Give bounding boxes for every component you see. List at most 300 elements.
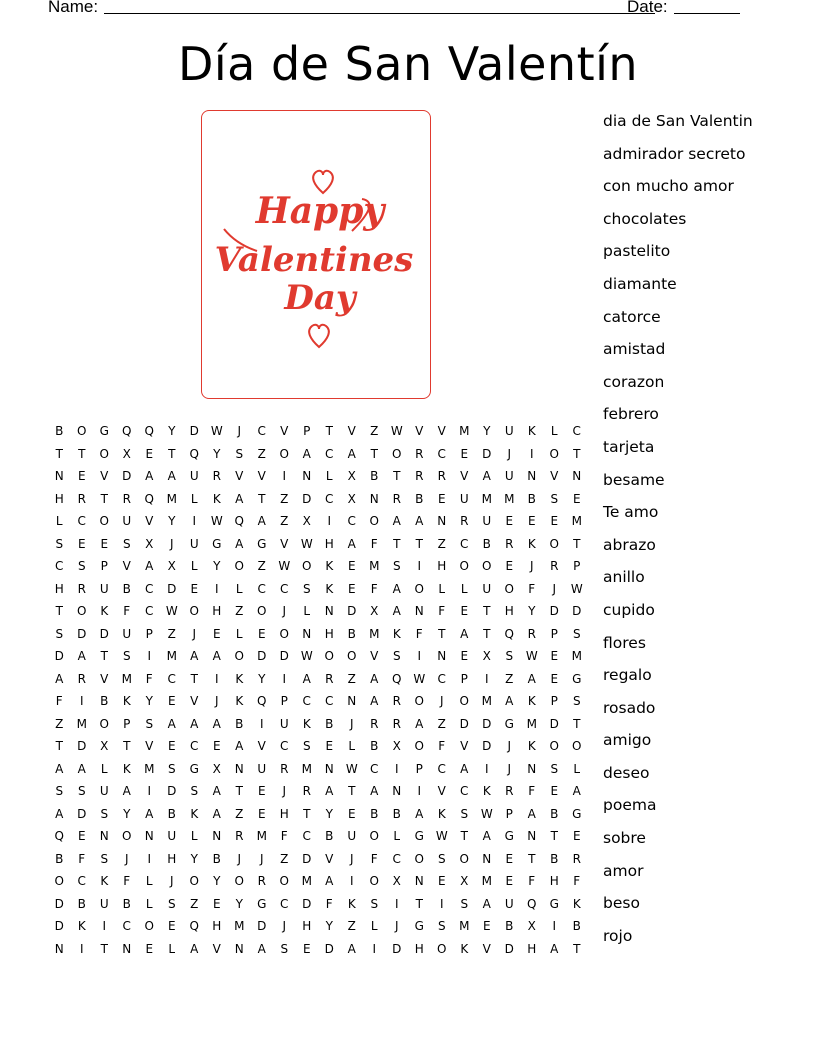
grid-letter[interactable]: H: [212, 604, 222, 618]
grid-letter[interactable]: A: [257, 941, 266, 956]
grid-letter[interactable]: P: [550, 626, 558, 641]
grid-letter[interactable]: A: [370, 784, 379, 798]
grid-letter[interactable]: H: [54, 581, 64, 596]
grid-letter[interactable]: K: [325, 559, 334, 573]
grid-letter[interactable]: A: [122, 784, 131, 798]
grid-letter[interactable]: H: [549, 874, 559, 888]
grid-letter[interactable]: O: [549, 446, 559, 461]
grid-letter[interactable]: O: [189, 604, 199, 618]
grid-letter[interactable]: O: [347, 649, 357, 663]
grid-letter[interactable]: V: [482, 941, 491, 956]
grid-letter[interactable]: N: [527, 469, 537, 483]
grid-letter[interactable]: F: [438, 604, 446, 618]
grid-letter[interactable]: S: [122, 536, 131, 551]
grid-letter[interactable]: C: [325, 694, 334, 708]
grid-letter[interactable]: T: [55, 604, 63, 618]
grid-letter[interactable]: Y: [213, 559, 221, 573]
grid-letter[interactable]: O: [504, 581, 514, 596]
grid-letter[interactable]: D: [324, 941, 334, 956]
grid-letter[interactable]: O: [279, 446, 289, 461]
grid-letter[interactable]: T: [100, 941, 108, 956]
grid-letter[interactable]: G: [572, 806, 582, 821]
grid-letter[interactable]: Q: [527, 896, 537, 911]
grid-letter[interactable]: E: [550, 784, 559, 798]
grid-letter[interactable]: W: [525, 649, 538, 663]
grid-letter[interactable]: A: [415, 514, 424, 528]
grid-letter[interactable]: O: [257, 604, 267, 618]
grid-letter[interactable]: J: [507, 739, 512, 753]
grid-letter[interactable]: H: [504, 604, 514, 618]
grid-letter[interactable]: N: [572, 469, 582, 483]
grid-letter[interactable]: Y: [235, 896, 243, 911]
grid-letter[interactable]: U: [504, 424, 514, 438]
grid-letter[interactable]: A: [257, 514, 266, 528]
grid-letter[interactable]: S: [190, 784, 199, 798]
grid-letter[interactable]: Y: [123, 806, 131, 821]
grid-letter[interactable]: F: [415, 626, 423, 641]
grid-letter[interactable]: D: [122, 469, 132, 483]
grid-letter[interactable]: A: [392, 514, 401, 528]
grid-letter[interactable]: P: [505, 806, 513, 821]
grid-letter[interactable]: B: [55, 424, 64, 438]
grid-letter[interactable]: N: [482, 851, 492, 866]
grid-letter[interactable]: P: [573, 559, 581, 573]
grid-letter[interactable]: G: [257, 536, 267, 551]
grid-letter[interactable]: L: [550, 424, 558, 438]
grid-letter[interactable]: E: [77, 829, 86, 843]
grid-letter[interactable]: R: [392, 694, 401, 708]
grid-letter[interactable]: D: [54, 649, 64, 663]
grid-letter[interactable]: N: [437, 649, 447, 663]
grid-letter[interactable]: E: [325, 739, 334, 753]
grid-letter[interactable]: G: [549, 896, 559, 911]
grid-letter[interactable]: B: [122, 581, 131, 596]
grid-letter[interactable]: K: [527, 536, 536, 551]
grid-letter[interactable]: S: [392, 649, 401, 663]
grid-letter[interactable]: A: [55, 806, 64, 821]
grid-letter[interactable]: Z: [280, 514, 289, 528]
grid-letter[interactable]: B: [77, 896, 86, 911]
grid-letter[interactable]: P: [460, 671, 468, 686]
grid-letter[interactable]: G: [504, 829, 514, 843]
grid-letter[interactable]: C: [325, 446, 334, 461]
grid-letter[interactable]: J: [282, 604, 287, 618]
grid-letter[interactable]: W: [165, 604, 178, 618]
grid-letter[interactable]: A: [527, 671, 536, 686]
grid-letter[interactable]: R: [235, 829, 244, 843]
grid-letter[interactable]: F: [123, 874, 131, 888]
grid-letter[interactable]: T: [303, 806, 311, 821]
grid-letter[interactable]: K: [302, 716, 311, 731]
grid-letter[interactable]: C: [55, 559, 64, 573]
grid-letter[interactable]: E: [460, 604, 469, 618]
grid-letter[interactable]: M: [504, 491, 515, 506]
grid-letter[interactable]: R: [257, 874, 266, 888]
grid-letter[interactable]: O: [369, 874, 379, 888]
grid-letter[interactable]: A: [190, 941, 199, 956]
grid-letter[interactable]: U: [99, 896, 109, 911]
grid-letter[interactable]: O: [77, 424, 87, 438]
grid-letter[interactable]: A: [145, 469, 154, 483]
grid-letter[interactable]: Y: [190, 851, 198, 866]
grid-letter[interactable]: S: [437, 919, 446, 933]
grid-letter[interactable]: F: [145, 671, 153, 686]
grid-letter[interactable]: C: [437, 446, 446, 461]
grid-letter[interactable]: J: [259, 851, 264, 866]
grid-letter[interactable]: E: [167, 739, 176, 753]
grid-letter[interactable]: E: [145, 446, 154, 461]
grid-letter[interactable]: M: [256, 829, 267, 843]
grid-letter[interactable]: L: [573, 761, 581, 776]
grid-letter[interactable]: Q: [54, 829, 64, 843]
grid-letter[interactable]: O: [414, 581, 424, 596]
grid-letter[interactable]: L: [235, 581, 243, 596]
grid-letter[interactable]: J: [237, 851, 242, 866]
grid-letter[interactable]: F: [370, 581, 378, 596]
grid-letter[interactable]: M: [121, 671, 132, 686]
grid-letter[interactable]: U: [99, 581, 109, 596]
grid-letter[interactable]: D: [54, 919, 64, 933]
grid-letter[interactable]: F: [280, 829, 288, 843]
grid-letter[interactable]: S: [55, 536, 64, 551]
grid-letter[interactable]: V: [122, 559, 131, 573]
grid-letter[interactable]: I: [192, 514, 197, 528]
grid-letter[interactable]: O: [369, 514, 379, 528]
grid-letter[interactable]: E: [482, 919, 491, 933]
grid-letter[interactable]: M: [481, 694, 492, 708]
grid-letter[interactable]: S: [122, 649, 131, 663]
grid-letter[interactable]: N: [324, 604, 334, 618]
grid-letter[interactable]: X: [167, 559, 176, 573]
grid-letter[interactable]: F: [55, 694, 63, 708]
grid-letter[interactable]: E: [347, 581, 356, 596]
grid-letter[interactable]: D: [54, 896, 64, 911]
grid-letter[interactable]: U: [504, 469, 514, 483]
grid-letter[interactable]: C: [280, 581, 289, 596]
grid-letter[interactable]: X: [145, 536, 154, 551]
grid-letter[interactable]: O: [54, 874, 64, 888]
grid-letter[interactable]: O: [369, 829, 379, 843]
grid-letter[interactable]: K: [122, 761, 131, 776]
grid-letter[interactable]: D: [302, 851, 312, 866]
grid-letter[interactable]: O: [572, 739, 582, 753]
grid-letter[interactable]: O: [234, 874, 244, 888]
grid-letter[interactable]: A: [167, 716, 176, 731]
grid-letter[interactable]: Y: [168, 514, 176, 528]
grid-letter[interactable]: U: [189, 536, 199, 551]
grid-letter[interactable]: P: [303, 424, 311, 438]
grid-letter[interactable]: A: [347, 446, 356, 461]
grid-letter[interactable]: G: [212, 536, 222, 551]
grid-letter[interactable]: A: [325, 784, 334, 798]
grid-letter[interactable]: A: [370, 694, 379, 708]
grid-letter[interactable]: L: [303, 604, 311, 618]
grid-letter[interactable]: N: [234, 941, 244, 956]
grid-letter[interactable]: C: [325, 491, 334, 506]
grid-letter[interactable]: V: [145, 514, 154, 528]
grid-letter[interactable]: J: [169, 536, 174, 551]
grid-letter[interactable]: S: [77, 559, 86, 573]
grid-letter[interactable]: O: [99, 514, 109, 528]
grid-letter[interactable]: M: [459, 919, 470, 933]
grid-letter[interactable]: R: [505, 536, 514, 551]
grid-letter[interactable]: A: [505, 694, 514, 708]
grid-letter[interactable]: D: [482, 739, 492, 753]
grid-letter[interactable]: U: [347, 829, 357, 843]
grid-letter[interactable]: L: [190, 829, 198, 843]
grid-letter[interactable]: B: [235, 716, 244, 731]
grid-letter[interactable]: J: [124, 851, 129, 866]
grid-letter[interactable]: U: [122, 514, 132, 528]
grid-letter[interactable]: P: [145, 626, 153, 641]
grid-letter[interactable]: I: [417, 559, 422, 573]
grid-letter[interactable]: O: [234, 559, 244, 573]
grid-letter[interactable]: F: [325, 896, 333, 911]
grid-letter[interactable]: R: [415, 469, 424, 483]
grid-letter[interactable]: S: [100, 806, 109, 821]
grid-letter[interactable]: A: [145, 806, 154, 821]
grid-letter[interactable]: M: [369, 559, 380, 573]
grid-letter[interactable]: J: [507, 446, 512, 461]
grid-letter[interactable]: I: [372, 941, 377, 956]
grid-letter[interactable]: F: [573, 874, 581, 888]
grid-letter[interactable]: X: [347, 469, 356, 483]
name-blank[interactable]: [104, 13, 655, 14]
grid-letter[interactable]: O: [77, 604, 87, 618]
grid-letter[interactable]: T: [168, 446, 176, 461]
grid-letter[interactable]: F: [370, 851, 378, 866]
grid-letter[interactable]: D: [549, 604, 559, 618]
grid-letter[interactable]: G: [414, 919, 424, 933]
grid-letter[interactable]: S: [392, 559, 401, 573]
grid-letter[interactable]: X: [392, 874, 401, 888]
grid-letter[interactable]: P: [123, 716, 131, 731]
grid-letter[interactable]: D: [459, 716, 469, 731]
grid-letter[interactable]: G: [99, 424, 109, 438]
grid-letter[interactable]: W: [570, 581, 583, 596]
grid-letter[interactable]: L: [393, 829, 401, 843]
grid-letter[interactable]: V: [460, 469, 469, 483]
grid-letter[interactable]: M: [369, 626, 380, 641]
grid-letter[interactable]: K: [212, 491, 221, 506]
grid-letter[interactable]: C: [302, 829, 311, 843]
grid-letter[interactable]: O: [324, 649, 334, 663]
grid-letter[interactable]: V: [190, 694, 199, 708]
grid-letter[interactable]: S: [77, 784, 86, 798]
grid-letter[interactable]: Y: [258, 671, 266, 686]
grid-letter[interactable]: F: [528, 874, 536, 888]
grid-letter[interactable]: R: [370, 716, 379, 731]
grid-letter[interactable]: N: [54, 941, 64, 956]
grid-letter[interactable]: B: [122, 896, 131, 911]
grid-letter[interactable]: G: [572, 671, 582, 686]
grid-letter[interactable]: P: [280, 694, 288, 708]
grid-letter[interactable]: M: [571, 514, 582, 528]
grid-letter[interactable]: X: [122, 446, 131, 461]
grid-letter[interactable]: B: [370, 806, 379, 821]
grid-letter[interactable]: L: [55, 514, 63, 528]
grid-letter[interactable]: B: [415, 491, 424, 506]
grid-letter[interactable]: T: [235, 784, 243, 798]
grid-letter[interactable]: A: [482, 896, 491, 911]
grid-letter[interactable]: V: [325, 851, 334, 866]
grid-letter[interactable]: B: [370, 739, 379, 753]
grid-letter[interactable]: C: [77, 514, 86, 528]
grid-letter[interactable]: O: [189, 874, 199, 888]
grid-letter[interactable]: V: [100, 469, 109, 483]
grid-letter[interactable]: G: [414, 829, 424, 843]
grid-letter[interactable]: D: [482, 446, 492, 461]
grid-letter[interactable]: N: [234, 761, 244, 776]
grid-letter[interactable]: Q: [144, 424, 154, 438]
grid-letter[interactable]: I: [394, 761, 399, 776]
grid-letter[interactable]: K: [527, 694, 536, 708]
grid-letter[interactable]: B: [212, 851, 221, 866]
grid-letter[interactable]: H: [324, 626, 334, 641]
grid-letter[interactable]: I: [214, 671, 219, 686]
grid-letter[interactable]: T: [190, 671, 198, 686]
grid-letter[interactable]: O: [414, 851, 424, 866]
grid-letter[interactable]: L: [370, 919, 378, 933]
grid-letter[interactable]: Z: [437, 716, 446, 731]
grid-letter[interactable]: W: [300, 536, 313, 551]
grid-letter[interactable]: X: [100, 739, 109, 753]
grid-letter[interactable]: E: [505, 559, 514, 573]
grid-letter[interactable]: D: [504, 941, 514, 956]
grid-letter[interactable]: G: [257, 896, 267, 911]
grid-letter[interactable]: I: [417, 784, 422, 798]
grid-letter[interactable]: Y: [213, 874, 221, 888]
grid-letter[interactable]: Z: [370, 424, 379, 438]
grid-letter[interactable]: A: [347, 536, 356, 551]
grid-letter[interactable]: O: [414, 694, 424, 708]
grid-letter[interactable]: O: [279, 874, 289, 888]
grid-letter[interactable]: V: [280, 536, 289, 551]
grid-letter[interactable]: S: [145, 716, 154, 731]
grid-letter[interactable]: B: [482, 536, 491, 551]
grid-letter[interactable]: C: [145, 604, 154, 618]
grid-letter[interactable]: E: [572, 829, 581, 843]
grid-letter[interactable]: R: [392, 716, 401, 731]
grid-letter[interactable]: A: [415, 716, 424, 731]
grid-letter[interactable]: X: [482, 649, 491, 663]
grid-letter[interactable]: O: [459, 851, 469, 866]
grid-letter[interactable]: C: [280, 739, 289, 753]
grid-letter[interactable]: V: [437, 424, 446, 438]
grid-letter[interactable]: O: [459, 559, 469, 573]
grid-letter[interactable]: U: [122, 626, 132, 641]
grid-letter[interactable]: A: [235, 491, 244, 506]
grid-letter[interactable]: X: [460, 874, 469, 888]
grid-letter[interactable]: E: [550, 649, 559, 663]
grid-letter[interactable]: L: [438, 581, 446, 596]
grid-letter[interactable]: A: [235, 739, 244, 753]
grid-letter[interactable]: F: [438, 739, 446, 753]
grid-letter[interactable]: E: [550, 671, 559, 686]
grid-letter[interactable]: Y: [325, 919, 333, 933]
grid-letter[interactable]: L: [190, 491, 198, 506]
grid-letter[interactable]: V: [437, 784, 446, 798]
grid-letter[interactable]: A: [415, 806, 424, 821]
grid-letter[interactable]: L: [145, 874, 153, 888]
grid-letter[interactable]: U: [482, 581, 492, 596]
grid-letter[interactable]: C: [167, 671, 176, 686]
grid-letter[interactable]: C: [145, 581, 154, 596]
grid-letter[interactable]: D: [167, 784, 177, 798]
grid-letter[interactable]: K: [460, 941, 469, 956]
grid-letter[interactable]: T: [325, 424, 333, 438]
grid-letter[interactable]: T: [415, 536, 423, 551]
grid-letter[interactable]: E: [212, 626, 221, 641]
grid-letter[interactable]: N: [347, 694, 357, 708]
grid-letter[interactable]: S: [235, 446, 244, 461]
grid-letter[interactable]: K: [392, 626, 401, 641]
grid-letter[interactable]: A: [347, 941, 356, 956]
grid-letter[interactable]: J: [282, 919, 287, 933]
grid-letter[interactable]: B: [505, 919, 514, 933]
grid-letter[interactable]: T: [483, 604, 491, 618]
grid-letter[interactable]: P: [415, 761, 423, 776]
grid-letter[interactable]: U: [167, 829, 177, 843]
grid-letter[interactable]: N: [144, 829, 154, 843]
grid-letter[interactable]: N: [302, 469, 312, 483]
grid-letter[interactable]: A: [77, 649, 86, 663]
grid-letter[interactable]: B: [167, 806, 176, 821]
grid-letter[interactable]: B: [550, 806, 559, 821]
grid-letter[interactable]: D: [257, 919, 267, 933]
grid-letter[interactable]: V: [460, 739, 469, 753]
grid-letter[interactable]: T: [550, 829, 558, 843]
grid-letter[interactable]: X: [212, 761, 221, 776]
grid-letter[interactable]: J: [394, 919, 399, 933]
grid-letter[interactable]: Y: [145, 694, 153, 708]
grid-letter[interactable]: V: [415, 424, 424, 438]
grid-letter[interactable]: T: [528, 851, 536, 866]
grid-letter[interactable]: L: [460, 581, 468, 596]
grid-letter[interactable]: M: [76, 716, 87, 731]
grid-letter[interactable]: J: [237, 424, 242, 438]
grid-letter[interactable]: A: [77, 761, 86, 776]
grid-letter[interactable]: K: [437, 806, 446, 821]
grid-letter[interactable]: H: [279, 806, 289, 821]
grid-letter[interactable]: Q: [504, 626, 514, 641]
grid-letter[interactable]: E: [527, 514, 536, 528]
grid-letter[interactable]: S: [55, 784, 64, 798]
grid-letter[interactable]: B: [550, 851, 559, 866]
grid-letter[interactable]: N: [369, 491, 379, 506]
grid-letter[interactable]: D: [302, 491, 312, 506]
grid-letter[interactable]: Z: [55, 716, 64, 731]
grid-letter[interactable]: A: [190, 649, 199, 663]
grid-letter[interactable]: O: [99, 716, 109, 731]
grid-letter[interactable]: M: [144, 761, 155, 776]
grid-letter[interactable]: R: [77, 581, 86, 596]
grid-letter[interactable]: T: [393, 536, 401, 551]
grid-letter[interactable]: N: [414, 604, 424, 618]
grid-letter[interactable]: M: [234, 919, 245, 933]
grid-letter[interactable]: T: [573, 716, 581, 731]
grid-letter[interactable]: O: [302, 559, 312, 573]
grid-letter[interactable]: N: [527, 829, 537, 843]
grid-letter[interactable]: X: [392, 739, 401, 753]
grid-letter[interactable]: F: [528, 581, 536, 596]
grid-letter[interactable]: R: [505, 784, 514, 798]
grid-letter[interactable]: S: [302, 581, 311, 596]
grid-letter[interactable]: O: [549, 739, 559, 753]
grid-letter[interactable]: A: [482, 469, 491, 483]
grid-letter[interactable]: R: [527, 626, 536, 641]
grid-letter[interactable]: M: [481, 491, 492, 506]
